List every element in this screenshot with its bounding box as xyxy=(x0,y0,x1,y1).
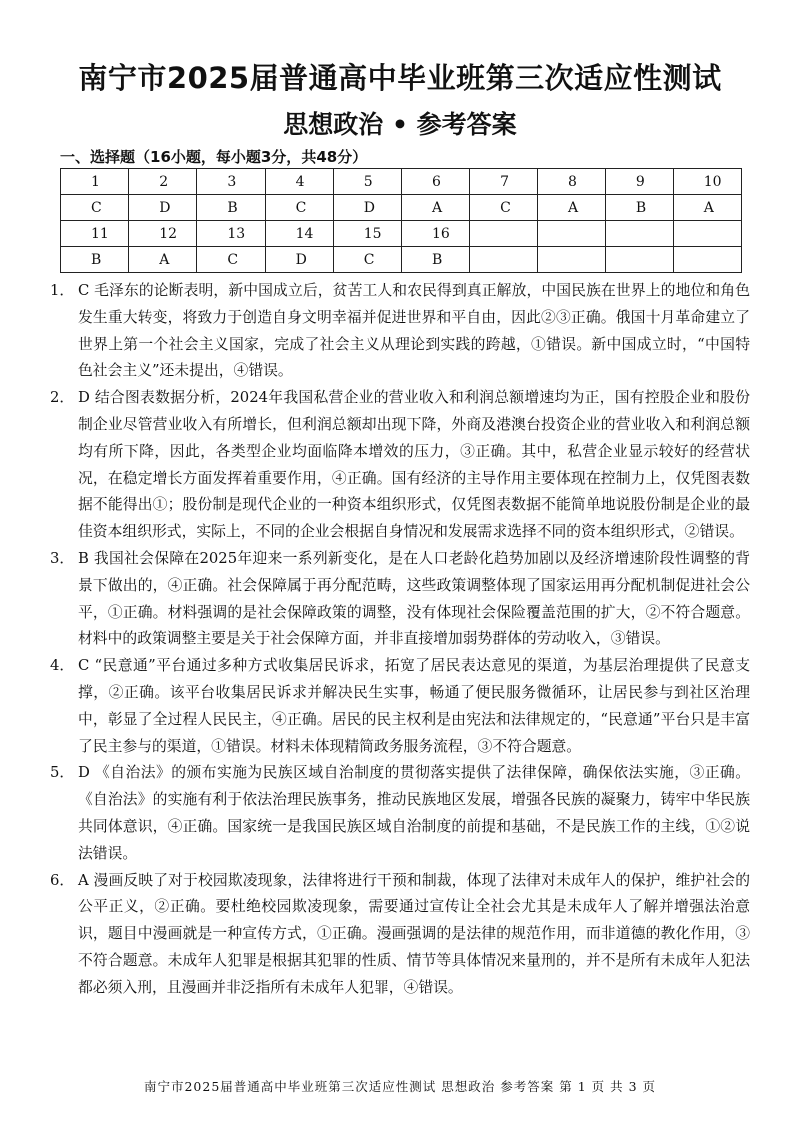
table-cell xyxy=(673,247,741,273)
item-number: 4． xyxy=(50,657,75,675)
explanation-item xyxy=(50,385,750,546)
table-cell xyxy=(605,247,673,273)
explanation-item xyxy=(50,653,750,760)
table-cell: 11 xyxy=(61,221,129,247)
table-cell: B xyxy=(61,247,129,273)
item-text: C “民意通”平台通过多种方式收集居民诉求，拓宽了居民表达意见的渠道，为基层治理提供了民意支撑，②正确。该平台收集居民诉求并解决民生实事，畅通了便民服务微循环，让居民参与到社区治理中，彰显了全过程人民民主，④正确。居民的民主权利是由宪法和法律规定的，“民意通”平台只是丰富了民主参与的渠道，①错误。材料未体现精简政务服务流程，③不符合题意。 xyxy=(78,657,750,755)
table-cell: A xyxy=(538,195,606,221)
explanation-item xyxy=(50,760,750,867)
page-footer: 南宁市2025届普通高中毕业班第三次适应性测试 思想政治 参考答案 第 1 页 共 3 页 xyxy=(143,1079,656,1094)
table-cell: A xyxy=(401,195,469,221)
table-cell: 8 xyxy=(538,169,606,195)
item-text: D 结合图表数据分析，2024年我国私营企业的营业收入和利润总额增速均为正，国有控股企业和股份制企业尽管营业收入有所增长，但利润总额却出现下降，外商及港澳台投资企业的营业收入和利润总额均有所下降，因此，各类型企业均面临降本增效的压力，③正确。其中，私营企业显示较好的经营状况，在稳定增长方面发挥着重要作用，④正确。国有经济的主导作用主要体现在控制力上，仅凭图表数据不能得出①；股份制是现代企业的一种资本组织形式，仅凭图表数据不能简单地说股份制是企业的最佳资本组织形式，实际上，不同的企业会根据自身情况和发展需求选择不同的资本组织形式，②错误。 xyxy=(78,389,750,541)
table-cell: 15 xyxy=(333,221,401,247)
table-cell xyxy=(470,247,538,273)
table-cell: 2 xyxy=(129,169,197,195)
table-cell: 5 xyxy=(333,169,401,195)
table-cell: B xyxy=(401,247,469,273)
table-cell: A xyxy=(673,195,741,221)
table-cell: 13 xyxy=(197,221,265,247)
item-number: 6． xyxy=(50,871,75,889)
table-cell: 6 xyxy=(401,169,469,195)
item-text: D 《自治法》的颁布实施为民族区域自治制度的贯彻落实提供了法律保障，确保依法实施，③正确。《自治法》的实施有利于依法治理民族事务，推动民族地区发展，增强各民族的凝聚力，铸牢中华民族共同体意识，④正确。国家统一是我国民族区域自治制度的前提和基础，不是民族工作的主线，①②说法错误。 xyxy=(78,764,750,862)
table-cell: 10 xyxy=(673,169,741,195)
explanation-item xyxy=(50,278,750,385)
item-number: 1． xyxy=(50,282,75,299)
table-cell: A xyxy=(129,247,197,273)
explanation-item xyxy=(50,868,750,1002)
table-cell: D xyxy=(129,195,197,221)
table-cell: 12 xyxy=(129,221,197,247)
explanation-item xyxy=(50,546,750,653)
section-heading: 一、选择题（16小题，每小题3分，共48分） xyxy=(60,148,368,166)
explanations-list xyxy=(50,278,750,1002)
table-cell: 7 xyxy=(470,169,538,195)
table-cell: 3 xyxy=(197,169,265,195)
table-row xyxy=(61,221,742,247)
item-number: 3． xyxy=(50,549,75,567)
table-cell: C xyxy=(61,195,129,221)
table-cell: D xyxy=(265,247,333,273)
table-row xyxy=(61,195,742,221)
table-cell: C xyxy=(470,195,538,221)
table-cell: C xyxy=(333,247,401,273)
table-cell: C xyxy=(265,195,333,221)
table-cell xyxy=(673,221,741,247)
document-subtitle: 思想政治 • 参考答案 xyxy=(283,110,517,139)
table-cell: 14 xyxy=(265,221,333,247)
table-cell: D xyxy=(333,195,401,221)
table-cell: B xyxy=(605,195,673,221)
table-cell: 9 xyxy=(605,169,673,195)
item-number: 2． xyxy=(50,389,75,407)
table-cell xyxy=(538,247,606,273)
item-text: C 毛泽东的论断表明，新中国成立后，贫苦工人和农民得到真正解放，中国民族在世界上的地位和角色发生重大转变，将致力于创造自身文明幸福并促进世界和平自由，因此②③正确。俄国十月革命建立了世界上第一个社会主义国家，完成了社会主义从理论到实践的跨越，①错误。新中国成立时，“中国特色社会主义”还未提出，④错误。 xyxy=(78,282,750,380)
table-cell xyxy=(605,221,673,247)
table-cell: 16 xyxy=(401,221,469,247)
table-cell xyxy=(470,221,538,247)
table-cell: C xyxy=(197,247,265,273)
table-cell xyxy=(538,221,606,247)
document-title: 南宁市2025届普通高中毕业班第三次适应性测试 xyxy=(78,61,722,95)
table-row xyxy=(61,169,742,195)
table-cell: 4 xyxy=(265,169,333,195)
table-cell: 1 xyxy=(61,169,129,195)
item-number: 5． xyxy=(50,764,75,782)
item-text: B 我国社会保障在2025年迎来一系列新变化，是在人口老龄化趋势加剧以及经济增速阶段性调整的背景下做出的，④正确。社会保障属于再分配范畴，这些政策调整体现了国家运用再分配机制促进社会公平，①正确。材料强调的是社会保障政策的调整，没有体现社会保险覆盖范围的扩大，②不符合题意。材料中的政策调整主要是关于社会保障方面，并非直接增加弱势群体的劳动收入，③错误。 xyxy=(78,549,750,648)
item-text: A 漫画反映了对于校园欺凌现象，法律将进行干预和制裁，体现了法律对未成年人的保护，维护社会的公平正义，②正确。要杜绝校园欺凌现象，需要通过宣传让全社会尤其是未成年人了解并增强法治意识，题目中漫画就是一种宣传方式，①正确。漫画强调的是法律的规范作用，而非道德的教化作用，③不符合题意。未成年人犯罪是根据其犯罪的性质、情节等具体情况来量刑的，并不是所有未成年人犯法都必须入刑，且漫画并非泛指所有未成年人犯罪，④错误。 xyxy=(78,871,750,996)
answer-table xyxy=(60,168,742,273)
table-cell: B xyxy=(197,195,265,221)
table-row xyxy=(61,247,742,273)
